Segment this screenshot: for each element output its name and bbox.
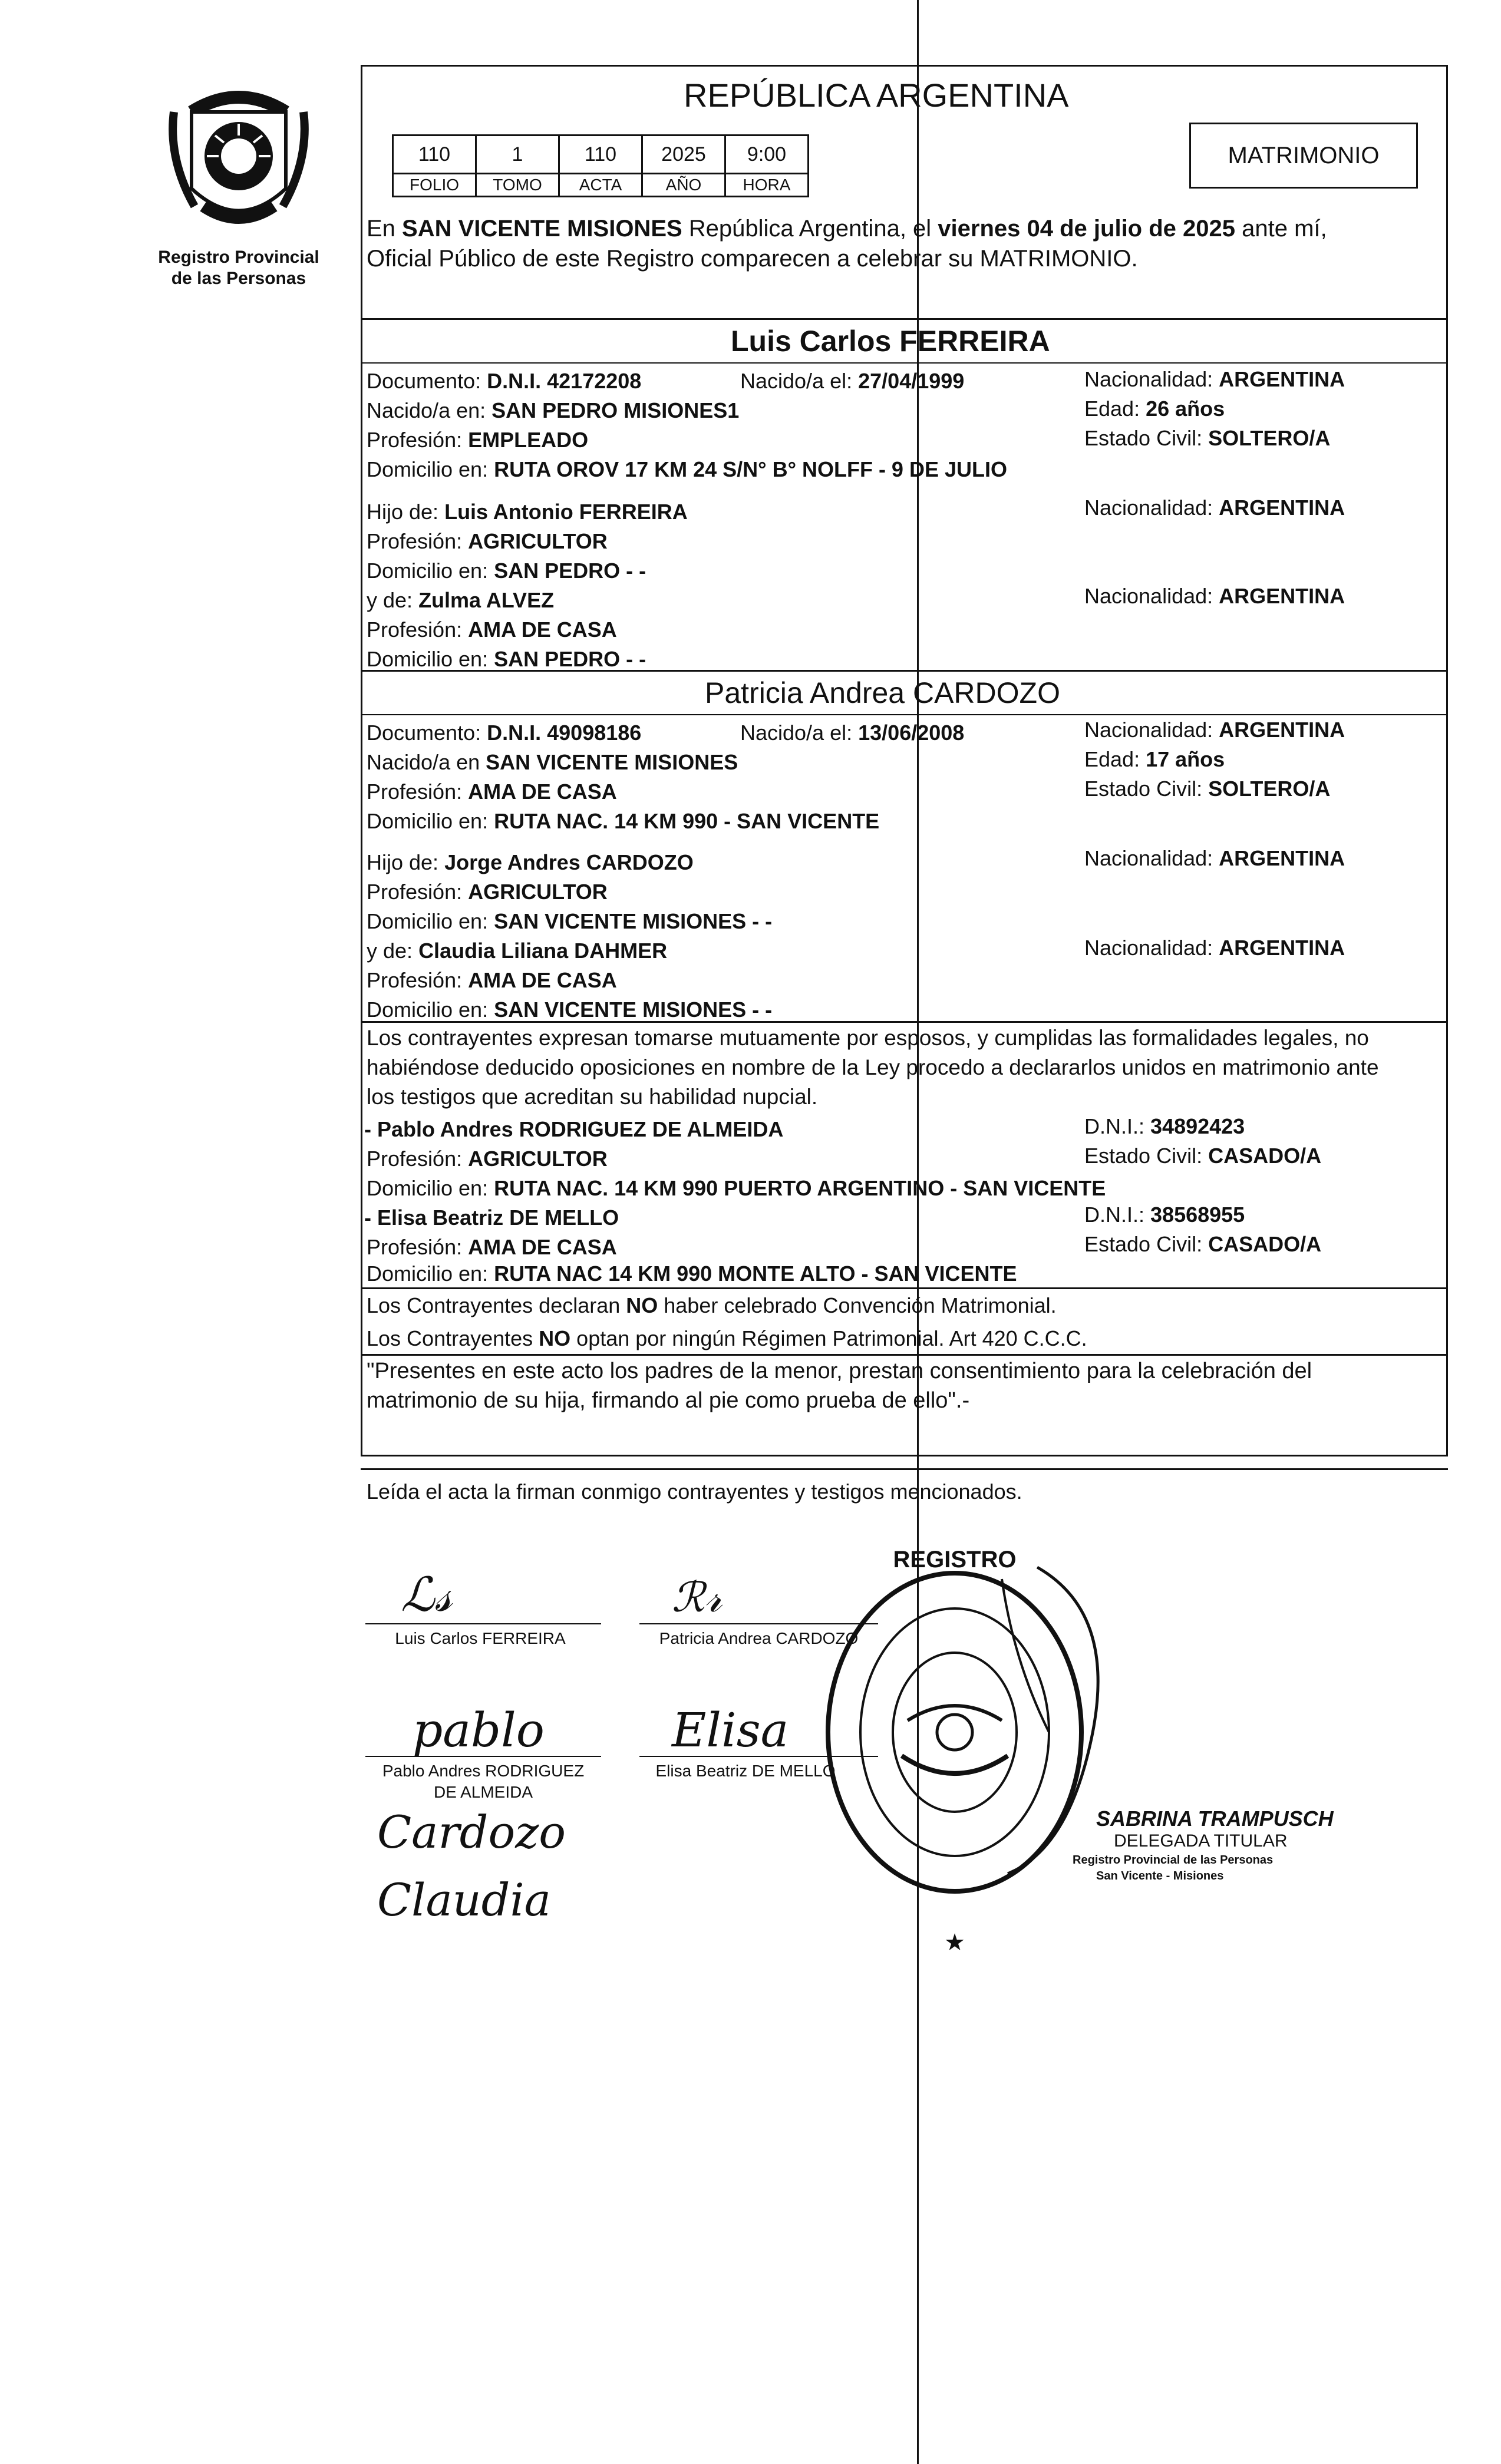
bride-mother-prof: Profesión: AMA DE CASA [367,968,617,992]
bride-mother-nat: Nacionalidad: ARGENTINA [1084,936,1345,960]
divider-groom-name [361,362,1448,364]
year-value: 2025 [642,136,725,174]
consent-line-1: "Presentes en este acto los padres de la menor, prestan consentimiento para la celebración del [367,1359,1312,1383]
divider-bride-top [361,670,1448,672]
convention-line-1: Los Contrayentes declaran NO haber celebrado Convención Matrimonial. [367,1293,1057,1317]
svg-text:★: ★ [944,1930,965,1956]
bride-father-addr: Domicilio en: SAN VICENTE MISIONES - - [367,909,773,933]
bride-civil: Estado Civil: SOLTERO/A [1084,777,1331,801]
witness2-address: Domicilio en: RUTA NAC 14 KM 990 MONTE ALTO - SAN VICENTE [367,1261,1017,1286]
official-seal [813,1544,1143,1968]
convention-line-2: Los Contrayentes NO optan por ningún Régimen Patrimonial. Art 420 C.C.C. [367,1326,1087,1350]
emblem-caption-1: Registro Provincial [158,247,319,267]
page-title: REPÚBLICA ARGENTINA [684,77,1069,114]
witness2-dni: D.N.I.: 38568955 [1084,1203,1245,1227]
witness1-signature-line [365,1756,601,1757]
groom-father-addr: Domicilio en: SAN PEDRO - - [367,559,646,583]
declaration-line-2: habiéndose deducido oposiciones en nombre de la Ley procedo a declararlos unidos en matrimonio ante [367,1055,1379,1079]
hour-label: HORA [725,174,809,197]
groom-age: Edad: 26 años [1084,397,1225,421]
groom-father: Hijo de: Luis Antonio FERREIRA [367,500,688,524]
intro-line-2: Oficial Público de este Registro comparecen a celebrar su MATRIMONIO. [367,246,1138,272]
bride-signature-name: Patricia Andrea CARDOZO [659,1629,859,1647]
registry-table [392,134,809,197]
witness2-signature-name: Elisa Beatriz DE MELLO [655,1762,836,1780]
witness1-signature: pablo [413,1703,545,1758]
witness1-name: - Pablo Andres RODRIGUEZ DE ALMEIDA [364,1117,784,1141]
groom-nationality: Nacionalidad: ARGENTINA [1084,367,1345,391]
bride-profession: Profesión: AMA DE CASA [367,780,617,804]
official-org: Registro Provincial de las Personas [1073,1854,1274,1867]
groom-civil: Estado Civil: SOLTERO/A [1084,426,1331,450]
svg-text:REGISTRO: REGISTRO [893,1547,1017,1573]
groom-father-prof: Profesión: AGRICULTOR [367,529,608,553]
official-place: San Vicente - Misiones [1096,1870,1224,1882]
groom-father-nat: Nacionalidad: ARGENTINA [1084,496,1345,520]
emblem-icon [168,88,309,236]
bride-father: Hijo de: Jorge Andres CARDOZO [367,850,694,874]
hour-value: 9:00 [725,136,809,174]
bride-father-nat: Nacionalidad: ARGENTINA [1084,846,1345,870]
province-emblem [168,88,309,236]
groom-birthplace: Nacido/a en: SAN PEDRO MISIONES1 [367,398,740,422]
divider-convention [361,1287,1448,1289]
declaration-line-1: Los contrayentes expresan tomarse mutuamente por esposos, y cumplidas las formalidades legales, no [367,1026,1369,1050]
groom-mother-prof: Profesión: AMA DE CASA [367,617,617,642]
emblem-caption-2: de las Personas [171,269,306,288]
acta-label: ACTA [559,174,642,197]
divider-bride-name [361,714,1448,715]
divider-closing [361,1468,1448,1470]
tomo-label: TOMO [476,174,559,197]
groom-address: Domicilio en: RUTA OROV 17 KM 24 S/N° B° NOLFF - 9 DE JULIO [367,457,1007,481]
groom-mother-addr: Domicilio en: SAN PEDRO - - [367,647,646,671]
closing-text: Leída el acta la firman conmigo contrayentes y testigos mencionados. [367,1479,1022,1504]
witness2-signature: Elisa [672,1703,789,1758]
intro-line-1: En SAN VICENTE MISIONES República Argentina, el viernes 04 de julio de 2025 ante mí, [367,216,1327,242]
bride-doc: Documento: D.N.I. 49098186 [367,721,642,745]
bride-mother-addr: Domicilio en: SAN VICENTE MISIONES - - [367,998,773,1022]
consent-line-2: matrimonio de su hija, firmando al pie como prueba de ello".- [367,1388,970,1413]
groom-mother: y de: Zulma ALVEZ [367,588,555,612]
groom-signature-name: Luis Carlos FERREIRA [395,1629,566,1647]
witness2-civil: Estado Civil: CASADO/A [1084,1232,1322,1256]
witness2-name: - Elisa Beatriz DE MELLO [364,1205,619,1230]
groom-born: Nacido/a el: 27/04/1999 [740,369,965,393]
bride-father-prof: Profesión: AGRICULTOR [367,880,608,904]
witness1-signature-name-2: DE ALMEIDA [433,1783,533,1801]
year-label: AÑO [642,174,725,197]
groom-signature-line [365,1623,601,1624]
witness1-address: Domicilio en: RUTA NAC. 14 KM 990 PUERTO ARGENTINO - SAN VICENTE [367,1176,1106,1200]
parent-signature-2: Claudia [377,1874,551,1926]
bride-nationality: Nacionalidad: ARGENTINA [1084,718,1345,742]
act-type-box: MATRIMONIO [1189,123,1418,189]
bride-birthplace: Nacido/a en SAN VICENTE MISIONES [367,750,738,774]
groom-mother-nat: Nacionalidad: ARGENTINA [1084,584,1345,608]
declaration-line-3: los testigos que acreditan su habilidad nupcial. [367,1085,818,1109]
divider-declaration [361,1021,1448,1023]
bride-mother: y de: Claudia Liliana DAHMER [367,939,668,963]
parent-signature-1: Cardozo [377,1806,566,1858]
divider-consent [361,1354,1448,1356]
witness1-civil: Estado Civil: CASADO/A [1084,1144,1322,1168]
official-title: DELEGADA TITULAR [1114,1831,1288,1851]
witness1-signature-name-1: Pablo Andres RODRIGUEZ [382,1762,585,1780]
bride-signature: ℛ𝓇 [672,1573,723,1621]
official-name: SABRINA TRAMPUSCH [1096,1806,1334,1831]
folio-label: FOLIO [393,174,476,197]
groom-signature: ℒ𝓈 [401,1567,453,1622]
witness1-dni: D.N.I.: 34892423 [1084,1114,1245,1138]
groom-name: Luis Carlos FERREIRA [731,325,1050,358]
bride-age: Edad: 17 años [1084,747,1225,771]
witness2-profession: Profesión: AMA DE CASA [367,1235,617,1259]
tomo-value: 1 [476,136,559,174]
intro-date: viernes 04 de julio de 2025 [938,216,1236,242]
bride-name: Patricia Andrea CARDOZO [705,676,1060,709]
divider-groom-top [361,318,1448,320]
groom-profession: Profesión: EMPLEADO [367,428,589,452]
groom-doc: Documento: D.N.I. 42172208 [367,369,642,393]
bride-born: Nacido/a el: 13/06/2008 [740,721,965,745]
seal-icon [813,1544,1143,1968]
folio-value: 110 [393,136,476,174]
witness1-profession: Profesión: AGRICULTOR [367,1147,608,1171]
intro-place: SAN VICENTE MISIONES [402,216,682,242]
acta-value: 110 [559,136,642,174]
bride-address: Domicilio en: RUTA NAC. 14 KM 990 - SAN VICENTE [367,809,880,833]
